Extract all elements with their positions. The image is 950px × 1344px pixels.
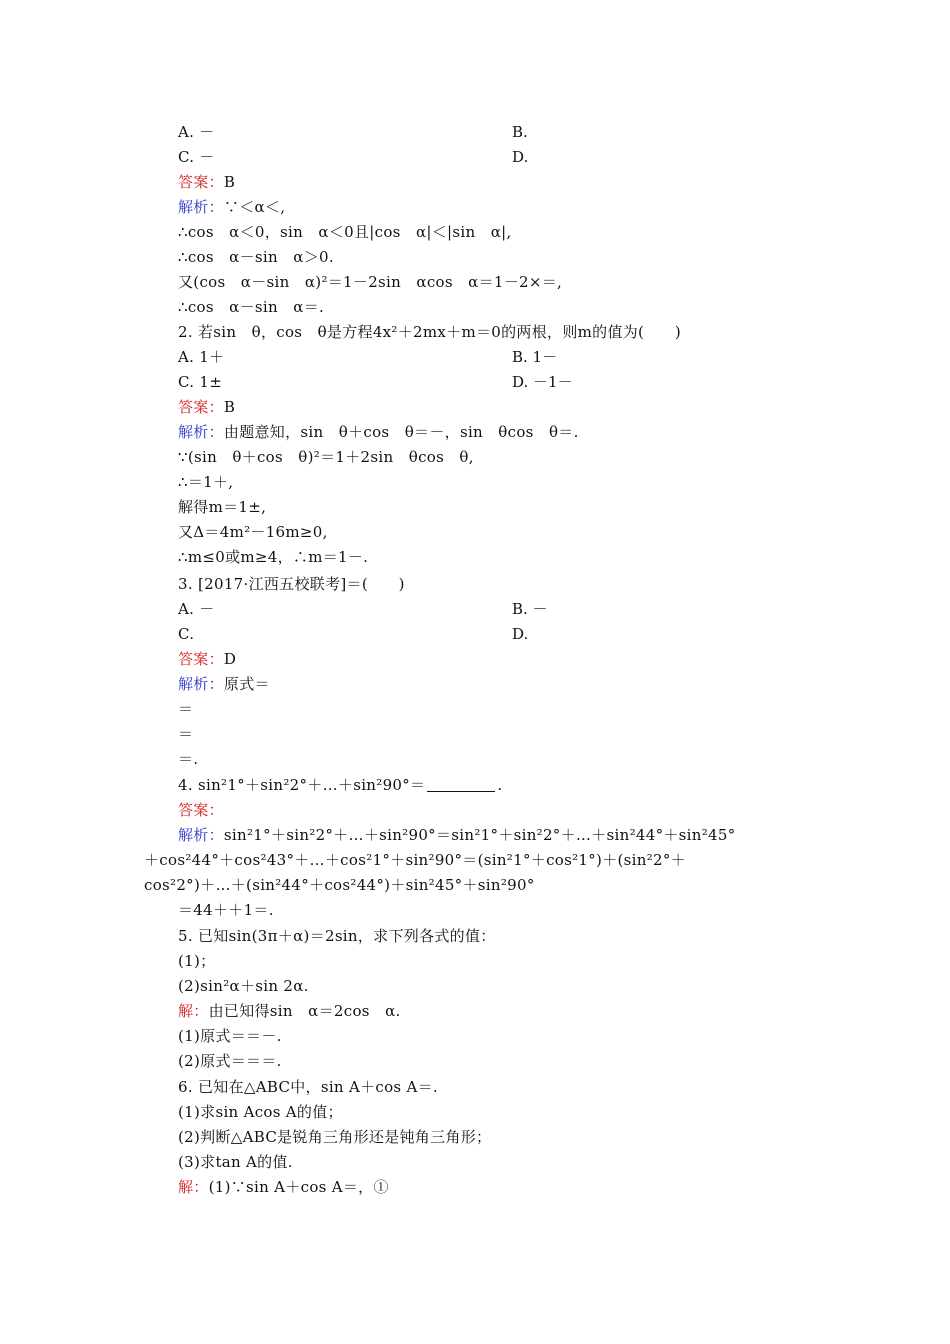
explanation-text: 由题意知，sin θ＋cos θ＝－，sin θcos θ＝.	[223, 423, 579, 441]
q4-answer	[178, 798, 224, 823]
answer-label: 答案：	[178, 650, 224, 668]
q3-explanation-2: ＝	[178, 700, 194, 718]
explanation-label: 解析：	[178, 423, 224, 441]
q2-option-d: D. －1－	[512, 373, 573, 391]
q5-solution-3: (2)原式＝＝＝.	[178, 1052, 282, 1070]
q1-explanation-1	[178, 195, 285, 220]
q1-explanation-5: ∴cos α－sin α＝.	[178, 298, 325, 316]
q4-stem-text: 4. sin²1°＋sin²2°＋…＋sin²90°＝	[178, 776, 426, 794]
answer-value: B	[223, 173, 236, 191]
q1-answer	[178, 170, 235, 195]
solution-text: (1)∵sin A＋cos A＝，①	[208, 1178, 389, 1196]
q1-explanation-2: ∴cos α＜0，sin α＜0且|cos α|＜|sin α|,	[178, 223, 512, 241]
q6-part-1: (1)求sin Acos A的值；	[178, 1103, 343, 1121]
q2-explanation-4: 解得m＝1±,	[178, 498, 267, 516]
explanation-label: 解析：	[178, 198, 224, 216]
q5-part-2: (2)sin²α＋sin 2α.	[178, 977, 309, 995]
q5-solution-2: (1)原式＝＝－.	[178, 1027, 282, 1045]
q1-option-c: C. －	[178, 148, 215, 166]
answer-label: 答案：	[178, 173, 224, 191]
q2-stem: 2. 若sin θ，cos θ是方程4x²＋2mx＋m＝0的两根，则m的值为( )	[178, 323, 681, 341]
explanation-label: 解析：	[178, 826, 224, 844]
q4-explanation-3: cos²2°)＋…＋(sin²44°＋cos²44°)＋sin²45°＋sin²90°	[144, 876, 535, 894]
q1-option-d: D.	[512, 148, 529, 166]
q3-option-d: D.	[512, 625, 529, 643]
q3-answer	[178, 647, 236, 672]
answer-blank	[427, 777, 495, 792]
answer-value: B	[223, 398, 236, 416]
explanation-text: 原式＝	[223, 675, 270, 693]
q3-option-b: B. －	[512, 600, 548, 618]
q2-explanation-5: 又Δ＝4m²－16m≥0,	[178, 523, 328, 541]
q6-part-3: (3)求tan A的值.	[178, 1153, 293, 1171]
solution-label: 解：	[178, 1178, 209, 1196]
q6-part-2: (2)判断△ABC是锐角三角形还是钝角三角形；	[178, 1128, 492, 1146]
q4-stem-end: .	[497, 776, 503, 794]
q3-explanation-3: ＝	[178, 725, 194, 743]
explanation-text: ∵＜α＜,	[223, 198, 286, 216]
solution-label: 解：	[178, 1002, 209, 1020]
q5-solution-1	[178, 999, 401, 1024]
q2-explanation-6: ∴m≤0或m≥4，∴m＝1－.	[178, 548, 369, 566]
q6-solution-1	[178, 1175, 389, 1200]
q3-explanation-1	[178, 672, 270, 697]
q3-explanation-4: ＝.	[178, 750, 199, 768]
answer-label: 答案：	[178, 801, 224, 819]
q3-stem: 3. [2017·江西五校联考]＝( )	[178, 575, 405, 593]
q1-option-b: B.	[512, 123, 528, 141]
solution-text: 由已知得sin α＝2cos α.	[208, 1002, 401, 1020]
explanation-label: 解析：	[178, 675, 224, 693]
q2-explanation-3: ∴＝1＋,	[178, 473, 234, 491]
q2-option-b: B. 1－	[512, 348, 558, 366]
q1-explanation-3: ∴cos α－sin α＞0.	[178, 248, 334, 266]
explanation-text: sin²1°＋sin²2°＋…＋sin²90°＝sin²1°＋sin²2°＋…＋sin²44°＋sin²45°	[223, 826, 736, 844]
q1-option-a: A. －	[178, 123, 215, 141]
answer-label: 答案：	[178, 398, 224, 416]
q3-option-a: A. －	[178, 600, 215, 618]
answer-value: D	[223, 650, 237, 668]
q2-explanation-2: ∵(sin θ＋cos θ)²＝1＋2sin θcos θ,	[178, 448, 474, 466]
q5-stem: 5. 已知sin(3π＋α)＝2sin，求下列各式的值：	[178, 927, 496, 945]
q4-explanation-1	[178, 823, 736, 848]
q4-explanation-4: ＝44＋＋1＝.	[178, 901, 274, 919]
q3-option-c: C.	[178, 625, 195, 643]
q2-option-a: A. 1＋	[178, 348, 225, 366]
q2-explanation-1	[178, 420, 579, 445]
q6-stem: 6. 已知在△ABC中，sin A＋cos A＝.	[178, 1078, 438, 1096]
q4-explanation-2: ＋cos²44°＋cos²43°＋…＋cos²1°＋sin²90°＝(sin²1°＋cos²1°)＋(sin²2°＋	[144, 851, 686, 869]
q5-part-1: (1)；	[178, 952, 216, 970]
q4-stem	[178, 773, 502, 798]
q2-option-c: C. 1±	[178, 373, 223, 391]
q2-answer	[178, 395, 235, 420]
q1-explanation-4: 又(cos α－sin α)²＝1－2sin αcos α＝1－2×＝,	[178, 273, 563, 291]
